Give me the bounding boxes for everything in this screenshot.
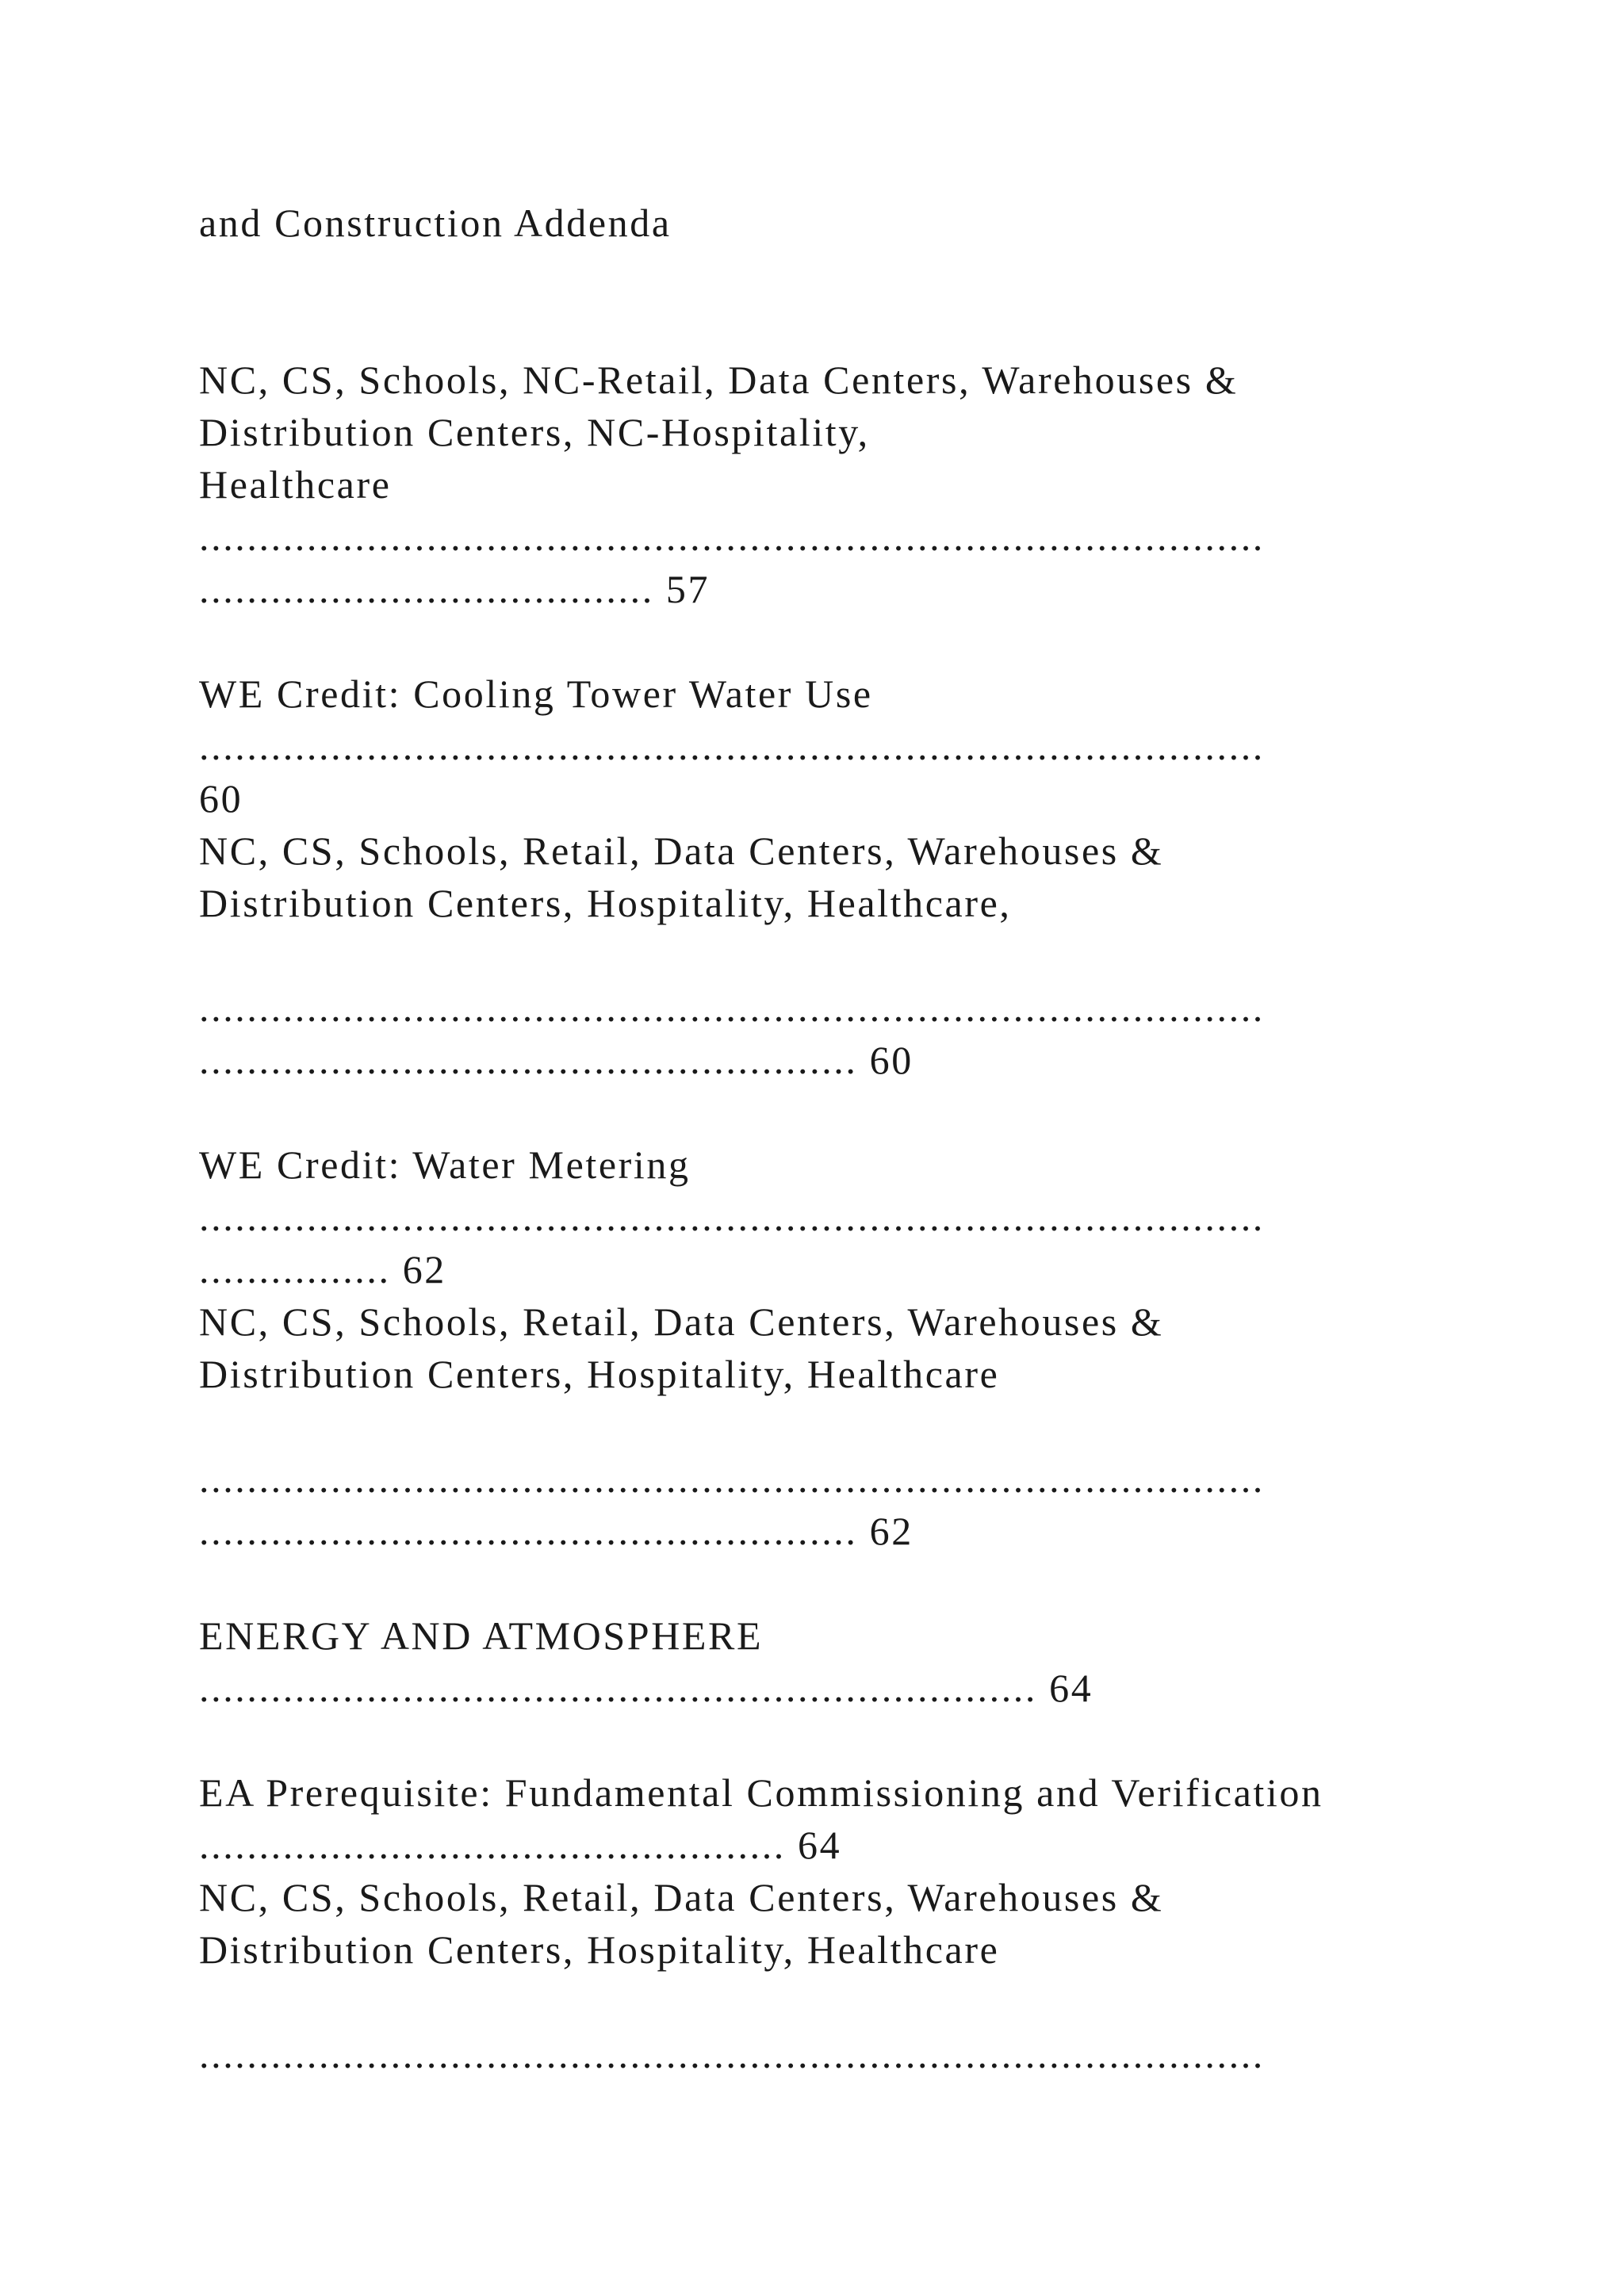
toc-entry-title: EA Prerequisite: Fundamental Commissioning and Verification xyxy=(199,1770,1323,1815)
toc-leader-dots: ......................................................................................... xyxy=(199,1195,1265,1239)
toc-leader-dots: ......................................................................................... xyxy=(199,1456,1265,1501)
toc-leader-dots: ......................................................................................... xyxy=(199,515,1265,559)
toc-leader-dots: ......................................................................................... xyxy=(199,2032,1265,2076)
toc-leader-dots: ......................................................................................... xyxy=(199,985,1265,1030)
toc-page-number-line: ...................................................................... 64 xyxy=(199,1666,1094,1710)
toc-page-number-line: ...................................... 57 xyxy=(199,567,710,611)
toc-entry-title: WE Credit: Cooling Tower Water Use xyxy=(199,672,873,716)
toc-entry-applicability: Distribution Centers, NC-Hospitality, xyxy=(199,410,870,454)
toc-entry-applicability: NC, CS, Schools, Retail, Data Centers, Warehouses & xyxy=(199,1875,1164,1919)
toc-entry-title: WE Credit: Water Metering xyxy=(199,1142,691,1187)
toc-section-heading: ENERGY AND ATMOSPHERE xyxy=(199,1613,764,1658)
toc-page-number-line: ....................................................... 62 xyxy=(199,1509,914,1553)
toc-entry-applicability: NC, CS, Schools, NC-Retail, Data Centers, Warehouses & xyxy=(199,358,1239,402)
toc-page-number-line: ....................................................... 60 xyxy=(199,1038,914,1082)
toc-page-number-line: ................................................. 64 xyxy=(199,1823,842,1867)
toc-leader-dots: ......................................................................................... xyxy=(199,724,1265,768)
toc-entry-applicability: Distribution Centers, Hospitality, Healthcare, xyxy=(199,881,1012,925)
toc-page-number-line: ................ 62 xyxy=(199,1247,446,1292)
toc-page-number-line: 60 xyxy=(199,776,243,821)
toc-entry-applicability: Distribution Centers, Hospitality, Healthcare xyxy=(199,1927,1000,1972)
toc-entry-applicability: NC, CS, Schools, Retail, Data Centers, Warehouses & xyxy=(199,1299,1164,1344)
toc-entry-applicability: NC, CS, Schools, Retail, Data Centers, Warehouses & xyxy=(199,828,1164,873)
toc-entry-applicability: Healthcare xyxy=(199,462,392,507)
toc-text-line: and Construction Addenda xyxy=(199,201,672,245)
toc-entry-applicability: Distribution Centers, Hospitality, Healthcare xyxy=(199,1352,1000,1396)
